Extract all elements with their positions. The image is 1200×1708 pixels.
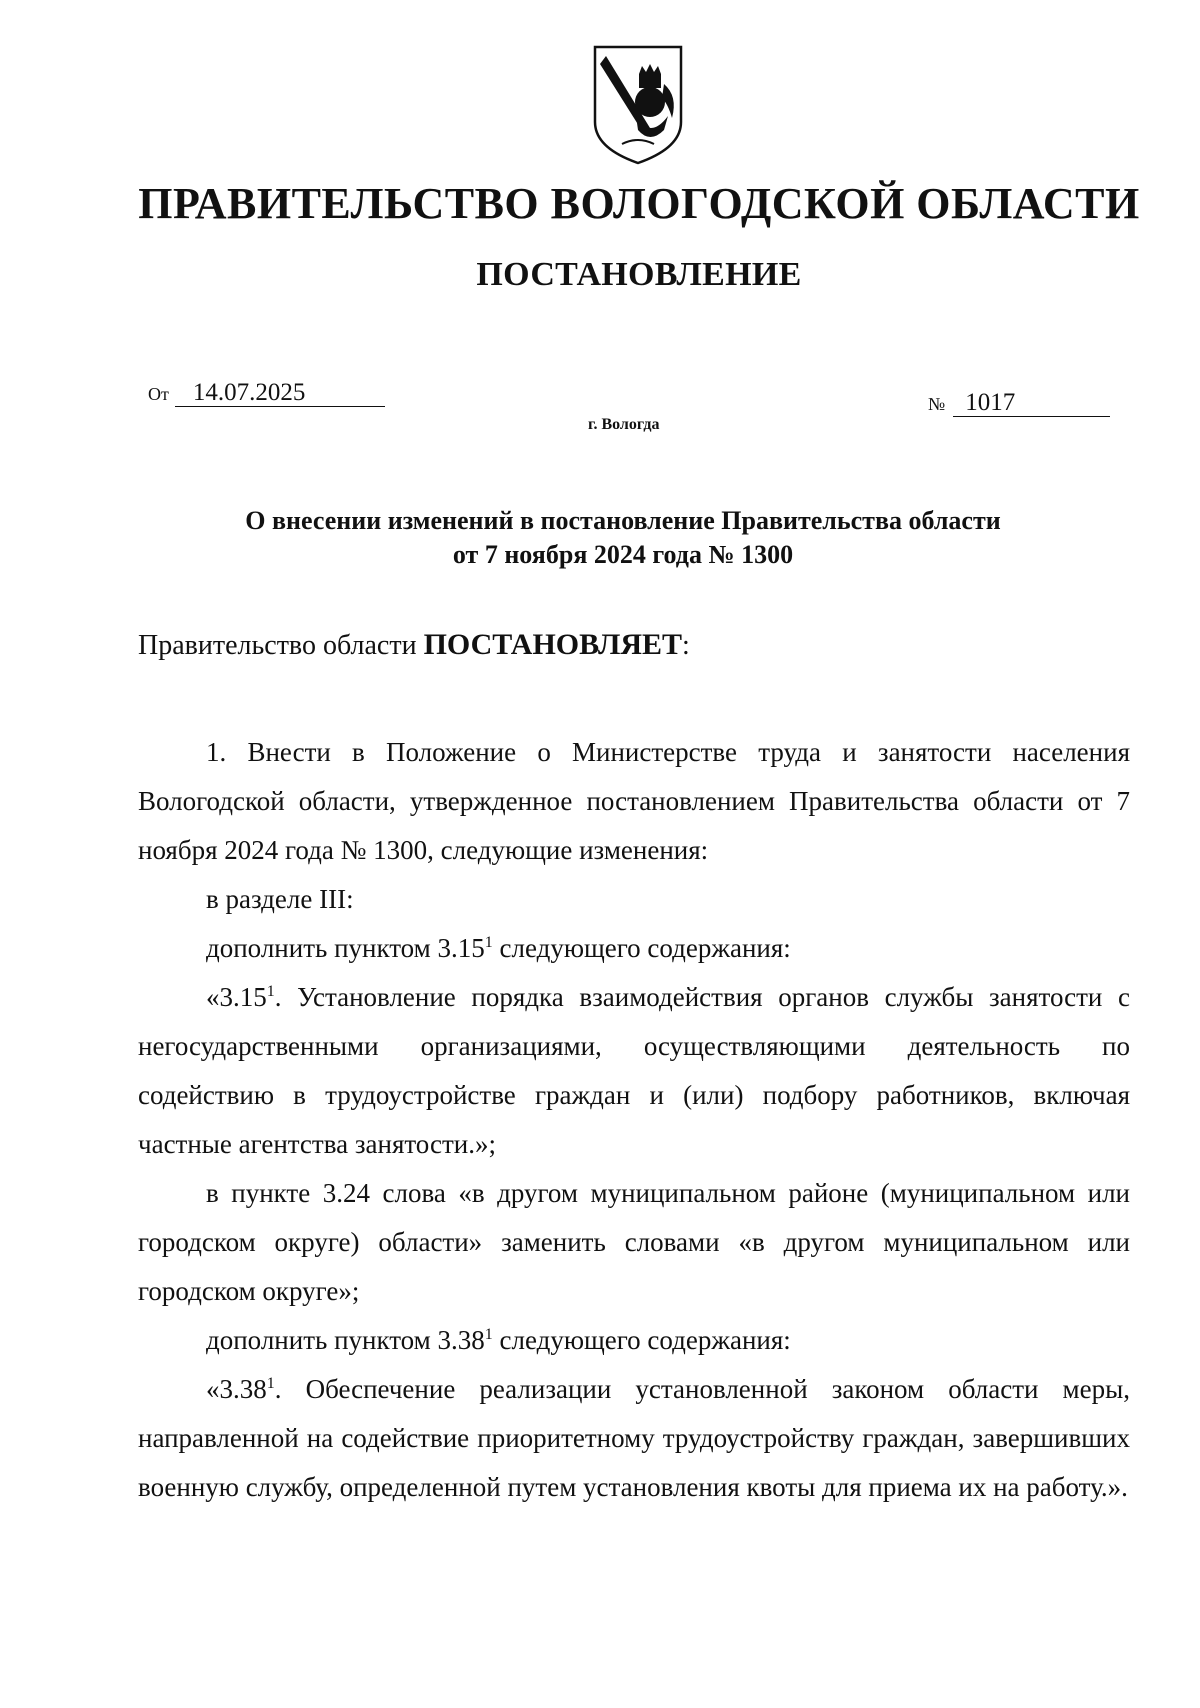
paragraph-3-sup: 1 (484, 934, 493, 951)
paragraph-7-sup: 1 (266, 1375, 275, 1392)
document-subject (200, 504, 1046, 572)
date-label: От (148, 384, 169, 404)
preamble-decree-word: ПОСТАНОВЛЯЕТ (423, 628, 683, 661)
document-body (138, 728, 1130, 1512)
paragraph-3 (138, 924, 1130, 973)
number-field (928, 390, 1110, 417)
number-label: № (928, 394, 946, 414)
paragraph-7-text: «3.38 (206, 1374, 267, 1404)
paragraph-1: 1. Внести в Положение о Министерстве труда и занятости населения Вологодской области, утвержденное постановлением Правительства области от 7 ноября 2024 года № 1300, следующие изменения: (138, 737, 1130, 865)
paragraph-6-text-end: следующего содержания: (492, 1325, 791, 1355)
subject-line-1: О внесении изменений в постановление Правительства области (245, 506, 1001, 535)
paragraph-2: в разделе III: (206, 884, 354, 914)
organization-title: ПРАВИТЕЛЬСТВО ВОЛОГОДСКОЙ ОБЛАСТИ (138, 179, 1140, 228)
date-field (148, 380, 385, 407)
paragraph-7-text-end: . Обеспечение реализации установленной законом области меры, направленной на содействие приоритетному трудоустройству граждан, завершивших военную службу, определенной путем установления квоты для приема их на работу.». (138, 1374, 1130, 1502)
document-type: ПОСТАНОВЛЕНИЕ (476, 256, 802, 293)
paragraph-3-text: дополнить пунктом 3.15 (206, 933, 485, 963)
preamble (138, 628, 690, 662)
paragraph-4-text-end: . Установление порядка взаимодействия органов службы занятости с негосударственными организациями, осуществляющими деятельность по содействию в трудоустройстве граждан и (или) подбору работников, включая частные агентства занятости.»; (138, 982, 1130, 1159)
paragraph-4-text: «3.15 (206, 982, 267, 1012)
subject-line-2: от 7 ноября 2024 года № 1300 (452, 540, 794, 569)
paragraph-4 (138, 973, 1130, 1169)
paragraph-6 (138, 1316, 1130, 1365)
number-value: 1017 (953, 390, 1110, 417)
coat-of-arms-icon (592, 44, 684, 166)
paragraph-4-sup: 1 (266, 983, 275, 1000)
paragraph-6-sup: 1 (484, 1326, 493, 1343)
paragraph-7 (138, 1365, 1130, 1512)
paragraph-3-text-end: следующего содержания: (492, 933, 791, 963)
preamble-colon: : (682, 630, 690, 661)
paragraph-5: в пункте 3.24 слова «в другом муниципальном районе (муниципальном или городском округе) области» заменить словами «в другом муниципальном или городском округе»; (138, 1178, 1130, 1306)
paragraph-6-text: дополнить пунктом 3.38 (206, 1325, 485, 1355)
city-label: г. Вологда (588, 416, 660, 433)
preamble-text: Правительство области (138, 630, 424, 661)
date-value: 14.07.2025 (175, 380, 385, 407)
